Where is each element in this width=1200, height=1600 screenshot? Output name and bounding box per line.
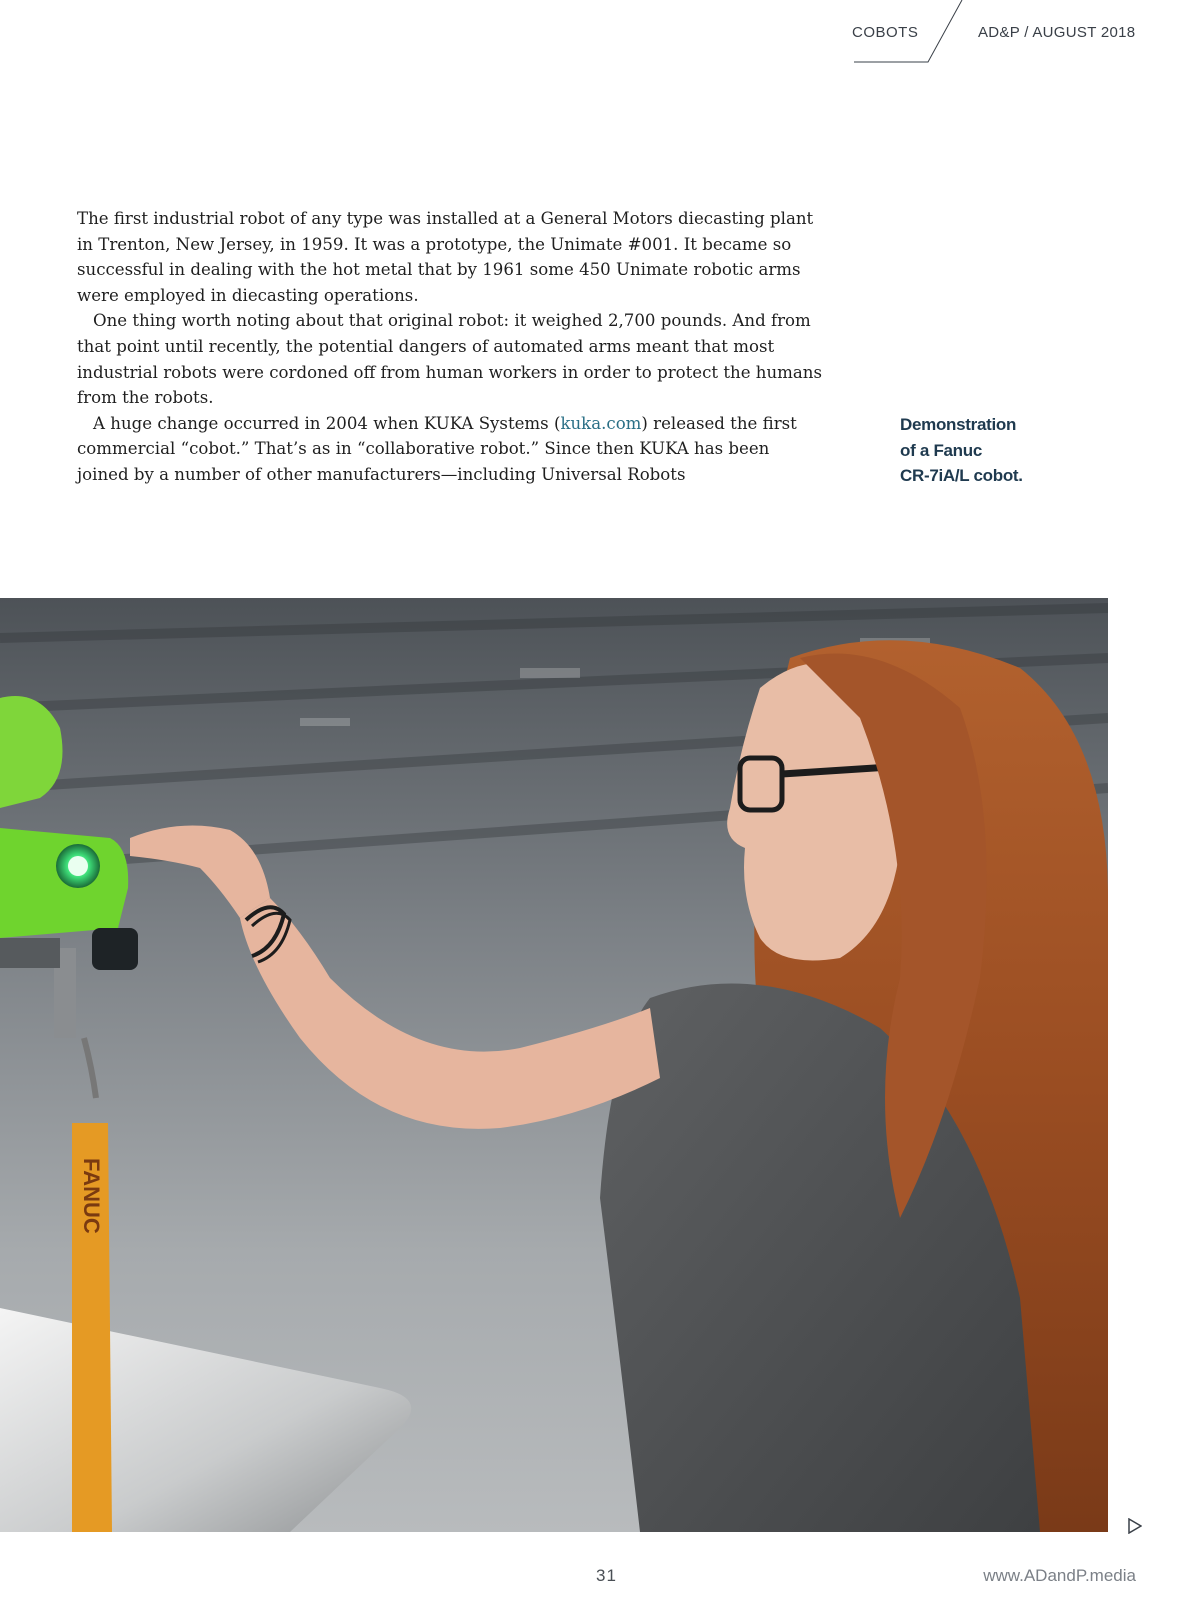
page-number: 31 (596, 1566, 617, 1585)
photo-illustration (0, 598, 1108, 1532)
photo-caption (900, 412, 1050, 489)
cobot-demo-photo (0, 598, 1108, 1532)
article-paragraph-2: One thing worth noting about that original robot: it weighed 2,700 pounds. And from that point until recently, the potential dangers of automated arms meant that most industrial robots were cordoned off from human workers in order to protect the humans from the robots. (77, 311, 822, 408)
section-label: COBOTS (852, 24, 919, 41)
kuka-link[interactable]: kuka.com (560, 413, 642, 433)
article-paragraph-3-end: ) released the first commercial “cobot.” That’s as in “collaborative robot.” Since then KUKA has been joined by a number of other manufacturers—including Universal Robots (77, 413, 797, 484)
caption-line-1: Demonstration (900, 415, 1017, 434)
caption-line-3: CR-7iA/L cobot. (900, 466, 1023, 485)
issue-label: AD&P / AUGUST 2018 (978, 24, 1136, 41)
site-url[interactable]: www.ADandP.media (983, 1566, 1136, 1585)
article-paragraph-3-start: A huge change occurred in 2004 when KUKA Systems ( (93, 413, 561, 433)
article-paragraph-3 (77, 411, 822, 488)
caption-line-2: of a Fanuc (900, 440, 983, 460)
article-body (77, 206, 822, 488)
header-divider-line (850, 0, 970, 66)
play-triangle-outline-icon[interactable] (1128, 1518, 1142, 1534)
article-paragraph-1: The first industrial robot of any type was installed at a General Motors diecasting plant in Trenton, New Jersey, in 1959. It was a prototype, the Unimate #001. It became so successful in dealing with the hot metal that by 1961 some 450 Unimate robotic arms were employed in diecasting operations. (77, 209, 814, 305)
lanyard-text: FANUC (79, 1158, 104, 1234)
fanuc-lanyard (72, 1123, 112, 1532)
page-header (0, 0, 1200, 70)
